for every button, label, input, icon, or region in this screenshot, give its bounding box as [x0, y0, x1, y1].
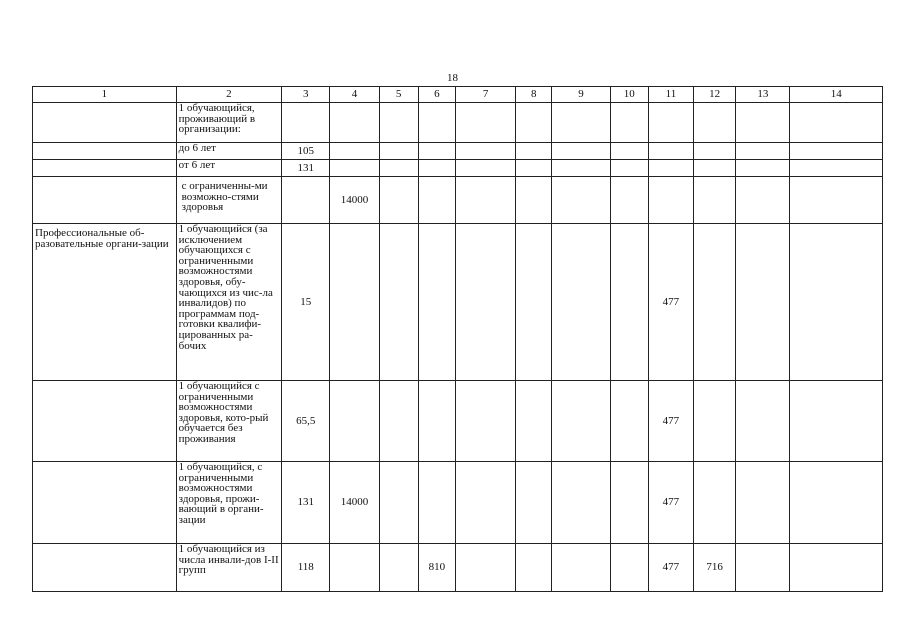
table-cell: 131 — [282, 160, 330, 177]
table-cell — [790, 381, 883, 462]
table-row — [33, 160, 883, 177]
table-cell: до 6 лет — [176, 143, 281, 160]
table-cell — [418, 143, 455, 160]
table-cell — [516, 160, 552, 177]
table-cell: 131 — [282, 462, 330, 544]
column-header: 11 — [648, 87, 693, 103]
table-cell — [790, 143, 883, 160]
table-cell — [552, 544, 610, 592]
column-header: 14 — [790, 87, 883, 103]
table-cell — [736, 381, 790, 462]
table-cell: 477 — [648, 462, 693, 544]
table-cell: 477 — [648, 224, 693, 381]
table-cell — [610, 143, 648, 160]
table-cell: 716 — [694, 544, 736, 592]
table-cell — [790, 160, 883, 177]
column-header: 10 — [610, 87, 648, 103]
table-cell — [330, 160, 379, 177]
table-row — [33, 143, 883, 160]
table-cell — [516, 224, 552, 381]
table-cell — [736, 103, 790, 143]
table-cell — [790, 544, 883, 592]
table-cell — [790, 224, 883, 381]
table-cell — [455, 103, 515, 143]
table-cell — [379, 462, 418, 544]
column-header: 2 — [176, 87, 281, 103]
table-cell — [455, 224, 515, 381]
table-cell — [330, 103, 379, 143]
table-cell — [648, 103, 693, 143]
table-cell — [516, 381, 552, 462]
table-cell — [516, 177, 552, 224]
table-cell: 1 обучающийся из числа инвали-дов I-II групп — [176, 544, 281, 592]
table-cell — [330, 544, 379, 592]
column-header: 12 — [694, 87, 736, 103]
table-row — [33, 381, 883, 462]
table-cell: 477 — [648, 544, 693, 592]
table-cell — [694, 462, 736, 544]
table-cell: 105 — [282, 143, 330, 160]
table-cell — [516, 143, 552, 160]
column-header: 8 — [516, 87, 552, 103]
table-cell — [33, 544, 177, 592]
table-row — [33, 544, 883, 592]
table-row — [33, 224, 883, 381]
column-header: 4 — [330, 87, 379, 103]
table-cell — [418, 462, 455, 544]
table-cell — [455, 462, 515, 544]
table-cell: 14000 — [330, 177, 379, 224]
table-cell — [694, 103, 736, 143]
table-cell — [610, 224, 648, 381]
table-row — [33, 462, 883, 544]
column-number-row — [33, 87, 883, 103]
table-cell — [379, 381, 418, 462]
table-cell — [516, 462, 552, 544]
column-header: 13 — [736, 87, 790, 103]
table-cell — [736, 462, 790, 544]
table-cell — [790, 177, 883, 224]
table-cell — [33, 462, 177, 544]
column-header: 9 — [552, 87, 610, 103]
table-cell: 1 обучающийся (за исключением обучающихся с ограниченными возможностями здоровья, обу-чающихся из чис-ла инвалидов) по программам под-готовки квалифи-цированных ра-бочих — [176, 224, 281, 381]
table-cell — [736, 224, 790, 381]
table-cell — [552, 160, 610, 177]
table-cell — [379, 143, 418, 160]
column-header: 1 — [33, 87, 177, 103]
table-cell — [379, 177, 418, 224]
table-cell — [418, 381, 455, 462]
table-cell: 477 — [648, 381, 693, 462]
table-cell — [418, 160, 455, 177]
table-cell — [790, 462, 883, 544]
column-header: 5 — [379, 87, 418, 103]
table-cell — [379, 160, 418, 177]
table-cell: 1 обучающийся с ограниченными возможностями здоровья, кото-рый обучается без проживания — [176, 381, 281, 462]
table-cell — [552, 381, 610, 462]
table-cell — [418, 103, 455, 143]
table-cell — [610, 160, 648, 177]
table-cell — [379, 544, 418, 592]
table-cell: 118 — [282, 544, 330, 592]
table-cell — [33, 103, 177, 143]
table-cell — [455, 544, 515, 592]
table-cell — [455, 381, 515, 462]
table-cell — [282, 103, 330, 143]
table-cell: с ограниченны-ми возможно-стями здоровья — [176, 177, 281, 224]
column-header: 6 — [418, 87, 455, 103]
table-cell — [552, 462, 610, 544]
table-cell — [418, 177, 455, 224]
column-header: 7 — [455, 87, 515, 103]
table-cell — [694, 381, 736, 462]
table-cell — [330, 224, 379, 381]
table-cell — [418, 224, 455, 381]
table-cell — [516, 103, 552, 143]
table-cell — [552, 103, 610, 143]
table-cell — [694, 177, 736, 224]
table-cell — [736, 544, 790, 592]
table-cell: 1 обучающийся, с ограниченными возможностями здоровья, прожи-вающий в органи-зации — [176, 462, 281, 544]
table-row — [33, 103, 883, 143]
table-cell — [455, 177, 515, 224]
table-cell — [736, 160, 790, 177]
table-cell: 810 — [418, 544, 455, 592]
table-cell — [610, 381, 648, 462]
table-cell — [790, 103, 883, 143]
table-cell — [610, 177, 648, 224]
table-cell — [736, 177, 790, 224]
column-header: 3 — [282, 87, 330, 103]
table-cell — [282, 177, 330, 224]
table-cell — [552, 177, 610, 224]
table-cell — [694, 224, 736, 381]
table-cell — [610, 544, 648, 592]
table-cell — [694, 160, 736, 177]
table-cell — [379, 224, 418, 381]
table-cell — [33, 381, 177, 462]
table-cell — [516, 544, 552, 592]
table-cell: 14000 — [330, 462, 379, 544]
table-cell — [552, 143, 610, 160]
table-cell — [455, 143, 515, 160]
table-row — [33, 177, 883, 224]
table-cell — [455, 160, 515, 177]
page-number: 18 — [447, 72, 458, 84]
table-cell — [610, 103, 648, 143]
table-cell — [379, 103, 418, 143]
table-cell — [694, 143, 736, 160]
table-cell — [648, 160, 693, 177]
table-cell: 15 — [282, 224, 330, 381]
table-cell — [33, 160, 177, 177]
table-cell — [330, 143, 379, 160]
table-cell — [33, 143, 177, 160]
table-cell — [736, 143, 790, 160]
table-cell — [33, 177, 177, 224]
table-cell: Профессиональные об-разовательные органи-зации — [33, 224, 177, 381]
table-cell: 1 обучающийся, проживающий в организации: — [176, 103, 281, 143]
table-cell — [330, 381, 379, 462]
table-cell: от 6 лет — [176, 160, 281, 177]
table-cell — [648, 143, 693, 160]
table-cell — [552, 224, 610, 381]
data-table — [32, 86, 883, 592]
table-cell — [648, 177, 693, 224]
table-cell: 65,5 — [282, 381, 330, 462]
table-cell — [610, 462, 648, 544]
